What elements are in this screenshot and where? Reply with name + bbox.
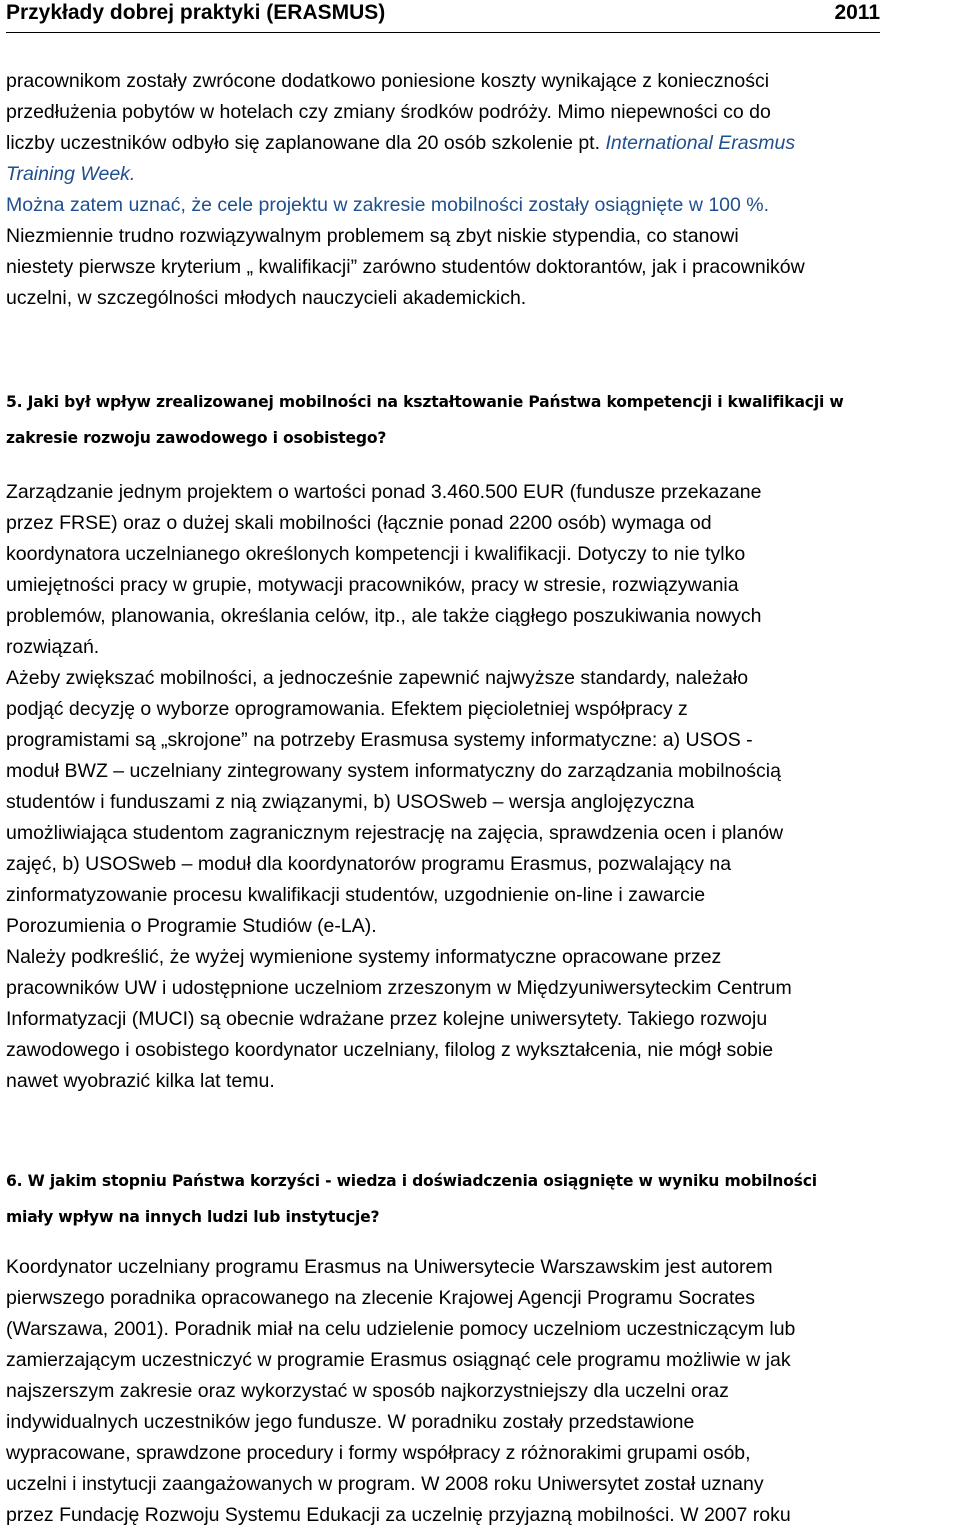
text-line: zawodowego i osobistego koordynator uczelniany, filolog z wykształcenia, nie mógł sobie — [6, 1039, 774, 1061]
text-line: Zarządzanie jednym projektem o wartości ponad 3.460.500 EUR (fundusze przekazane — [6, 481, 762, 503]
question-line: zakresie rozwoju zawodowego i osobistego? — [6, 429, 387, 447]
training-title: International Erasmus — [605, 132, 796, 154]
header-rule — [6, 32, 880, 33]
document-year: 2011 — [834, 1, 880, 24]
text-line: Należy podkreślić, że wyżej wymienione systemy informatyczne opracowane przez — [6, 946, 722, 968]
page-header — [6, 0, 880, 34]
answer-6 — [6, 1252, 958, 1531]
text-line: Informatyzacji (MUCI) są obecnie wdrażane przez kolejne uniwersytety. Takiego rozwoju — [6, 1008, 768, 1030]
text-line: Koordynator uczelniany programu Erasmus na Uniwersytecie Warszawskim jest autorem — [6, 1256, 773, 1278]
text-line: nawet wyobrazić kilka lat temu. — [6, 1070, 275, 1092]
text-line: najszerszym zakresie oraz wykorzystać w sposób najkorzystniejszy dla uczelni oraz — [6, 1380, 729, 1402]
question-line: 5. Jaki był wpływ zrealizowanej mobilności na kształtowanie Państwa kompetencji i kwalifikacji w — [6, 393, 844, 411]
text-line: podjąć decyzję o wyborze oprogramowania. Efektem pięcioletniej współpracy z — [6, 698, 688, 720]
intro-paragraph — [6, 66, 958, 314]
text-line: przez Fundację Rozwoju Systemu Edukacji za uczelnię przyjazną mobilności. W 2007 roku — [6, 1504, 791, 1526]
text-line: Niezmiennie trudno rozwiązywalnym problemem są zbyt niskie stypendia, co stanowi — [6, 225, 739, 247]
text-line: uczelni i instytucji zaangażowanych w program. W 2008 roku Uniwersytet został uznany — [6, 1473, 764, 1495]
text-line: (Warszawa, 2001). Poradnik miał na celu udzielenie pomocy uczelniom uczestniczącym lub — [6, 1318, 796, 1340]
question-6-heading — [6, 1163, 958, 1235]
text-line: zinformatyzowanie procesu kwalifikacji studentów, uzgodnienie on-line i zawarcie — [6, 884, 706, 906]
text-line: zamierzającym uczestniczyć w programie Erasmus osiągnąć cele programu możliwie w jak — [6, 1349, 791, 1371]
text-line: uczelni, w szczególności młodych nauczycieli akademickich. — [6, 287, 527, 309]
text-line — [6, 128, 958, 159]
text-line: niestety pierwsze kryterium „ kwalifikacji” zarówno studentów doktorantów, jak i pracowników — [6, 256, 805, 278]
text-line: pracownikom zostały zwrócone dodatkowo poniesione koszty wynikające z konieczności — [6, 70, 770, 92]
text-line: zajęć, b) USOSweb – moduł dla koordynatorów programu Erasmus, pozwalający na — [6, 853, 732, 875]
text-line: przedłużenia pobytów w hotelach czy zmiany środków podróży. Mimo niepewności co do — [6, 101, 771, 123]
text-line: pierwszego poradnika opracowanego na zlecenie Krajowej Agencji Programu Socrates — [6, 1287, 756, 1309]
text-line-part: liczby uczestników odbyło się zaplanowane dla 20 osób szkolenie pt. — [6, 132, 601, 154]
text-line: przez FRSE) oraz o dużej skali mobilności (łącznie ponad 2200 osób) wymaga od — [6, 512, 712, 534]
text-line: studentów i funduszami z nią związanymi, b) USOSweb – wersja anglojęzyczna — [6, 791, 695, 813]
text-line: umożliwiająca studentom zagranicznym rejestrację na zajęcia, sprawdzenia ocen i planów — [6, 822, 784, 844]
document-title: Przykłady dobrej praktyki (ERASMUS) — [6, 1, 386, 24]
mobility-goals-statement: Można zatem uznać, że cele projektu w zakresie mobilności zostały osiągnięte w 100 %. — [6, 194, 770, 216]
text-line: moduł BWZ – uczelniany zintegrowany system informatyczny do zarządzania mobilnością — [6, 760, 781, 782]
text-line: koordynatora uczelnianego określonych kompetencji i kwalifikacji. Dotyczy to nie tylko — [6, 543, 746, 565]
question-line: 6. W jakim stopniu Państwa korzyści - wiedza i doświadczenia osiągnięte w wyniku mobilności — [6, 1172, 817, 1190]
question-5-heading — [6, 384, 958, 456]
text-line: rozwiązań. — [6, 636, 100, 658]
text-line: indywidualnych uczestników jego fundusze. W poradniku zostały przedstawione — [6, 1411, 695, 1433]
answer-5 — [6, 477, 958, 1097]
text-line: programistami są „skrojone” na potrzeby Erasmusa systemy informatyczne: a) USOS - — [6, 729, 753, 751]
text-line: Porozumienia o Programie Studiów (e-LA). — [6, 915, 377, 937]
text-line: Ażeby zwiększać mobilności, a jednocześnie zapewnić najwyższe standardy, należało — [6, 667, 749, 689]
text-line: wypracowane, sprawdzone procedury i formy współpracy z różnorakimi grupami osób, — [6, 1442, 751, 1464]
training-title-continued: Training Week. — [6, 163, 136, 185]
question-line: miały wpływ na innych ludzi lub instytucje? — [6, 1208, 380, 1226]
text-line: problemów, planowania, określania celów, itp., ale także ciągłego poszukiwania nowych — [6, 605, 762, 627]
text-line: umiejętności pracy w grupie, motywacji pracowników, pracy w stresie, rozwiązywania — [6, 574, 739, 596]
text-line: pracowników UW i udostępnione uczelniom zrzeszonym w Międzyuniwersyteckim Centrum — [6, 977, 792, 999]
